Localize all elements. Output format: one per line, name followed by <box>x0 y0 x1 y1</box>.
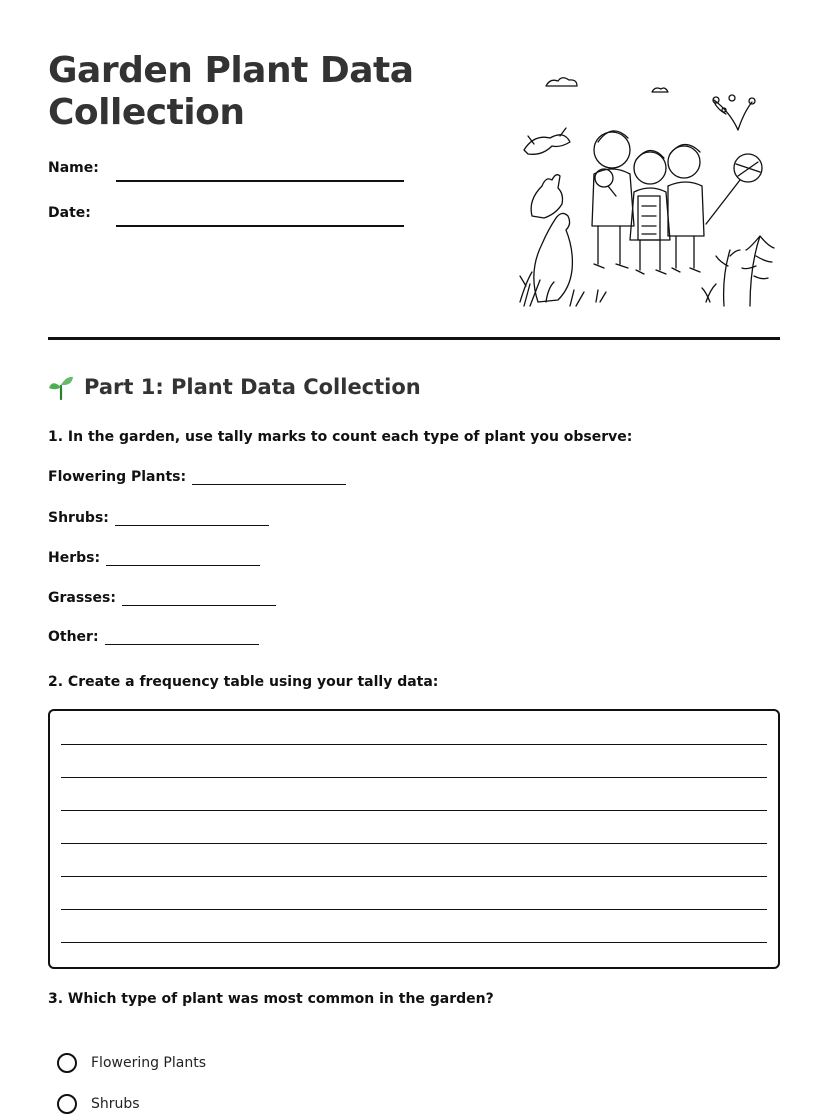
tally-answer-blank[interactable] <box>106 553 260 566</box>
tally-row-shrubs <box>48 510 269 526</box>
tally-answer-blank[interactable] <box>122 593 276 606</box>
writing-line <box>61 876 767 877</box>
tally-label: Herbs: <box>48 550 101 566</box>
tally-label: Grasses: <box>48 590 116 606</box>
tally-row-herbs <box>48 550 260 566</box>
writing-line <box>61 942 767 943</box>
worksheet-title: Garden Plant Data Collection <box>48 50 414 133</box>
tally-row-grasses <box>48 590 276 606</box>
tally-label: Shrubs: <box>48 510 109 526</box>
option-flowering-plants[interactable] <box>57 1053 206 1073</box>
tally-label: Other: <box>48 629 99 645</box>
tally-label: Flowering Plants: <box>48 469 187 485</box>
date-label: Date: <box>48 205 91 221</box>
writing-line <box>61 909 767 910</box>
tally-answer-blank[interactable] <box>115 513 269 526</box>
radio-button[interactable] <box>57 1094 77 1114</box>
sprout-icon <box>48 374 74 400</box>
option-shrubs[interactable] <box>57 1094 140 1114</box>
children-garden-survey-illustration <box>510 66 782 312</box>
writing-line <box>61 744 767 745</box>
option-label: Shrubs <box>91 1096 140 1112</box>
part1-title: Part 1: Plant Data Collection <box>84 375 421 399</box>
frequency-table-box[interactable] <box>48 709 780 969</box>
tally-row-flowering <box>48 469 346 485</box>
part1-heading <box>48 374 421 400</box>
tally-answer-blank[interactable] <box>192 472 346 485</box>
section-divider <box>48 337 780 340</box>
option-label: Flowering Plants <box>91 1055 206 1071</box>
name-field[interactable] <box>116 180 404 182</box>
tally-row-other <box>48 629 259 645</box>
date-field[interactable] <box>116 225 404 227</box>
question-2: 2. Create a frequency table using your tally data: <box>48 674 439 690</box>
name-label: Name: <box>48 160 99 176</box>
question-1: 1. In the garden, use tally marks to count each type of plant you observe: <box>48 429 633 445</box>
writing-line <box>61 777 767 778</box>
tally-answer-blank[interactable] <box>105 632 259 645</box>
writing-line <box>61 810 767 811</box>
writing-line <box>61 843 767 844</box>
question-3: 3. Which type of plant was most common in the garden? <box>48 991 494 1007</box>
radio-button[interactable] <box>57 1053 77 1073</box>
